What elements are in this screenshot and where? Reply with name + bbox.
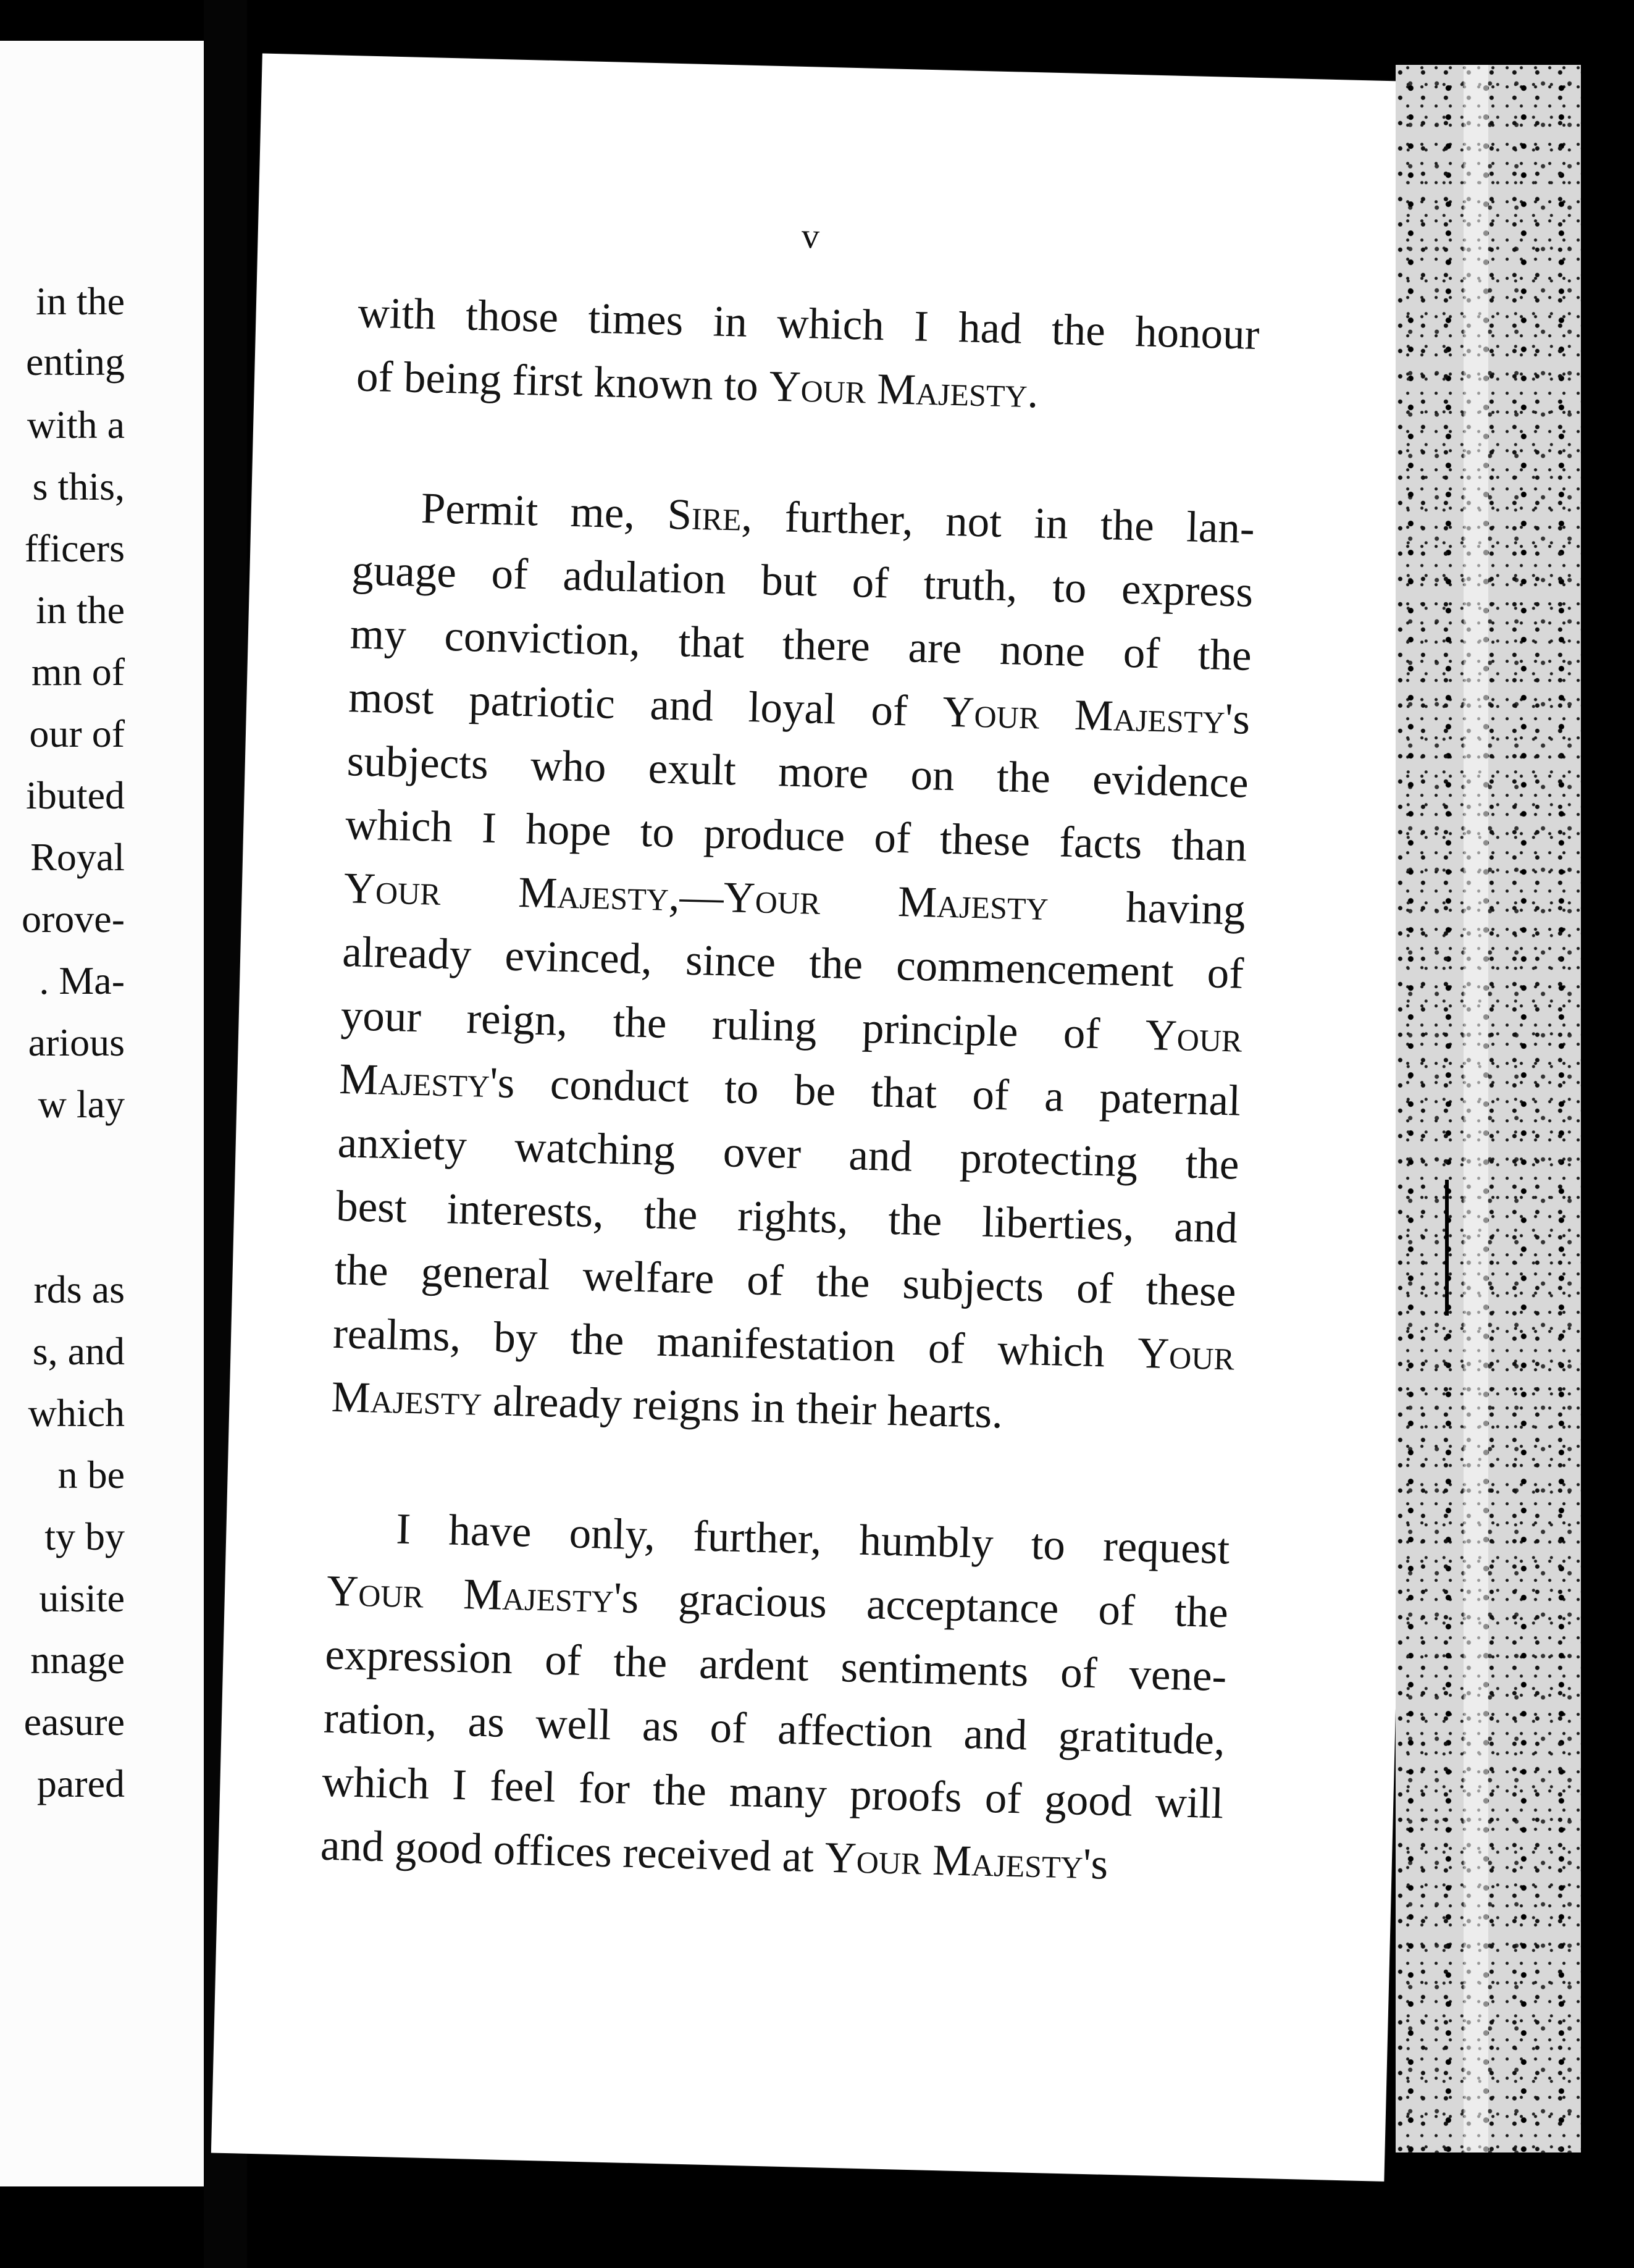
left-page-line: s this, <box>32 464 125 508</box>
left-page-line: orove- <box>21 897 125 941</box>
left-page-line: uisite <box>39 1576 125 1620</box>
speckled-page-edge <box>1396 65 1581 2152</box>
left-page-line: nnage <box>30 1638 125 1682</box>
text-line: the general welfare of the subjects of these <box>333 1245 1237 1316</box>
paragraph <box>320 1496 1231 1899</box>
left-page-line: n be <box>57 1453 125 1497</box>
page-number: v <box>801 215 820 256</box>
left-page-line: our of <box>29 712 125 755</box>
left-page-line: arious <box>28 1020 125 1064</box>
left-page-line: in the <box>36 588 125 632</box>
left-page-line: easure <box>23 1700 125 1744</box>
text-line: which I feel for the many proofs of good will <box>321 1757 1225 1828</box>
text-line: Majesty's conduct to be that of a paternal <box>338 1055 1241 1125</box>
left-page-line: ibuted <box>26 773 125 817</box>
left-page-line: mn of <box>31 650 125 694</box>
left-page-line: which <box>28 1391 125 1435</box>
paragraph <box>356 281 1260 430</box>
text-line: your reign, the ruling principle of Your <box>340 991 1243 1062</box>
text-line: already evinced, since the commencement of <box>341 928 1244 998</box>
text-line: of being first known to Your Majesty. <box>356 352 1039 418</box>
page-edge-mark <box>1445 1180 1449 1316</box>
text-line: expression of the ardent sentiments of vene- <box>324 1630 1228 1701</box>
left-page-line: s, and <box>32 1329 125 1373</box>
text-line: with those times in which I had the honour <box>357 288 1260 359</box>
text-line: best interests, the rights, the liberties, and <box>335 1182 1238 1253</box>
text-line: anxiety watching over and protecting the <box>337 1118 1240 1189</box>
page-edge-highlight <box>1464 65 1488 2152</box>
left-page-line: Royal <box>30 835 125 879</box>
text-line: I have only, further, humbly to request <box>395 1505 1231 1574</box>
text-line: Your Majesty,—Your Majesty having <box>343 864 1246 934</box>
left-page-line: . Ma- <box>39 959 125 1002</box>
text-line: most patriotic and loyal of Your Majesty's <box>348 673 1251 744</box>
text-line: and good offices received at Your Majesty's <box>320 1821 1109 1889</box>
left-page <box>0 41 204 2186</box>
left-page-line: fficers <box>24 526 125 570</box>
left-page-line: w lay <box>38 1082 125 1126</box>
text-line: Permit me, Sire, further, not in the lan- <box>421 484 1255 553</box>
text-line: realms, by the manifestation of which Your <box>332 1309 1235 1380</box>
page-body <box>320 281 1260 1899</box>
main-page <box>211 53 1436 2181</box>
text-line: subjects who exult more on the evidence <box>346 737 1249 807</box>
text-line: which I hope to produce of these facts than <box>345 800 1247 871</box>
left-page-line: pared <box>36 1762 125 1805</box>
text-line: Your Majesty's gracious acceptance of the <box>326 1566 1229 1637</box>
paragraph <box>331 475 1255 1451</box>
text-line: my conviction, that there are none of the <box>350 610 1252 680</box>
text-line: guage of adulation but of truth, to express <box>351 546 1254 616</box>
text-line: ration, as well as of affection and gratitude, <box>323 1694 1226 1765</box>
left-page-line: in the <box>36 279 125 323</box>
left-page-line: ty by <box>44 1514 125 1558</box>
left-page-text <box>0 41 204 2186</box>
left-page-line: enting <box>26 340 125 384</box>
left-page-line: with a <box>27 403 125 447</box>
left-page-line: rds as <box>33 1267 125 1311</box>
text-line: Majesty already reigns in their hearts. <box>330 1372 1003 1438</box>
